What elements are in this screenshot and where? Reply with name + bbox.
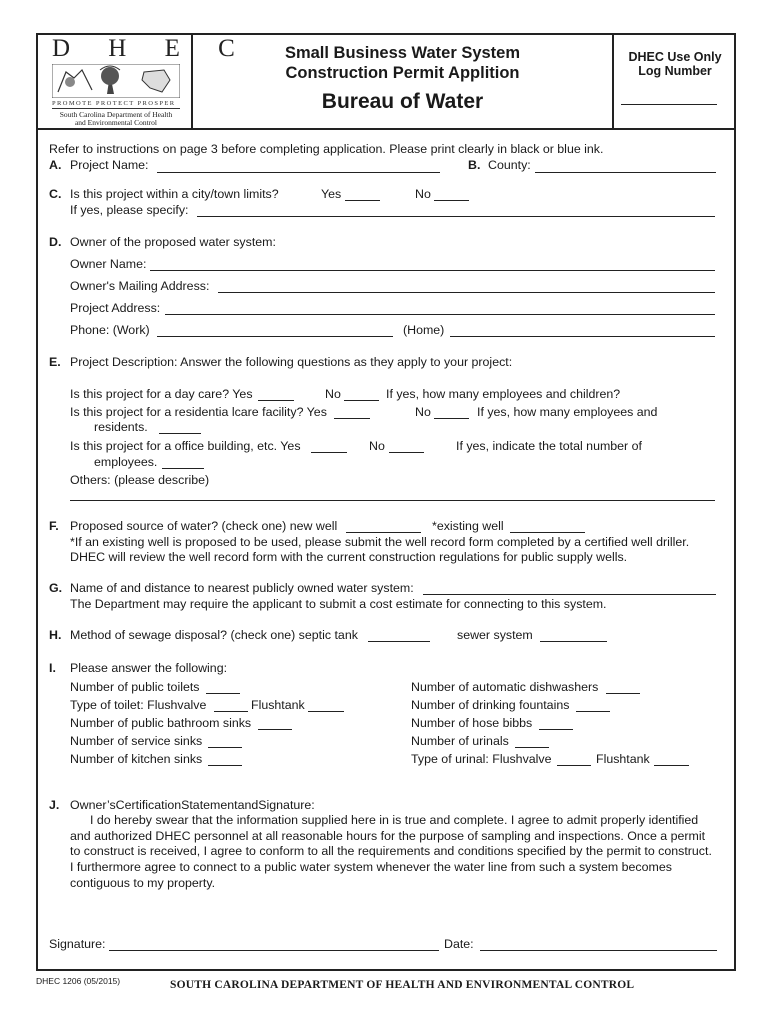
date-label: Date: (444, 937, 474, 951)
existing-well-field[interactable] (510, 532, 585, 533)
logo-tagline-rule (52, 108, 180, 109)
certification-line4: I furthermore agree to connect to a public water system whenever the water line from such a system becomes (70, 860, 672, 874)
city-limits-yes-label: Yes (321, 187, 342, 201)
section-a-letter: A. (49, 158, 62, 172)
city-limits-yes-field[interactable] (345, 200, 380, 201)
date-field[interactable] (480, 950, 717, 951)
residential-care-no-label: No (415, 405, 431, 419)
hose-bibbs-field[interactable] (539, 729, 573, 730)
logo-letters: D H E C (52, 35, 251, 62)
certification-line2: and authorized DHEC personnel at all reasonable hours for the purpose of sampling and inspections. Once a permit (70, 829, 706, 843)
signature-field[interactable] (109, 950, 439, 951)
drinking-fountains-field[interactable] (576, 711, 610, 712)
septic-tank-field[interactable] (368, 641, 430, 642)
hose-bibbs-label: Number of hose bibbs (411, 716, 533, 730)
existing-well-label: *existing well (432, 519, 504, 533)
owner-name-label: Owner Name: (70, 257, 147, 271)
form-title-line1: Small Business Water System (284, 44, 521, 62)
section-e-letter: E. (49, 355, 61, 369)
new-well-field[interactable] (346, 532, 421, 533)
residential-care-no-field[interactable] (434, 418, 469, 419)
toilet-flushvalve-field[interactable] (214, 711, 248, 712)
owner-mailing-field[interactable] (218, 292, 715, 293)
certification-line3: to construct is received, I agree to conform to all the requirements and conditions specified by the permit to construct. (70, 844, 712, 858)
section-i-letter: I. (49, 661, 56, 675)
service-sinks-field[interactable] (208, 747, 242, 748)
project-address-label: Project Address: (70, 301, 161, 315)
kitchen-sinks-field[interactable] (208, 765, 242, 766)
toilet-flushtank-field[interactable] (308, 711, 344, 712)
employees-count-field[interactable] (162, 468, 204, 469)
existing-well-note: *If an existing well is proposed to be used, please submit the well record form completed by a certified well driller. (70, 535, 690, 549)
public-water-field[interactable] (423, 594, 716, 595)
fixtures-heading: Please answer the following: (70, 661, 228, 675)
owner-mailing-label: Owner's Mailing Address: (70, 279, 210, 293)
office-building-follow-up: If yes, indicate the total number of (456, 439, 642, 453)
dhec-use-only-label: DHEC Use Only (628, 50, 722, 64)
logo-dept-line1: South Carolina Department of Health (59, 110, 173, 119)
signature-label: Signature: (49, 937, 106, 951)
daycare-yes-field[interactable] (258, 400, 294, 401)
owner-heading: Owner of the proposed water system: (70, 235, 276, 249)
service-sinks-label: Number of service sinks (70, 734, 203, 748)
phone-work-label: Phone: (Work) (70, 323, 150, 337)
logo-tagline: PROMOTE PROTECT PROSPER (52, 100, 176, 107)
sewer-system-field[interactable] (540, 641, 607, 642)
sewage-question: Method of sewage disposal? (check one) septic tank (70, 628, 358, 642)
intro-instructions: Refer to instructions on page 3 before completing application. Please print clearly in black or blue ink. (49, 142, 604, 156)
office-building-continued: employees. (94, 455, 158, 469)
drinking-fountains-label: Number of drinking fountains (411, 698, 570, 712)
urinals-field[interactable] (515, 747, 549, 748)
urinals-label: Number of urinals (411, 734, 509, 748)
section-j-letter: J. (49, 798, 60, 812)
daycare-question: Is this project for a day care? Yes (70, 387, 253, 401)
residential-care-continued: residents. (94, 420, 148, 434)
public-toilets-field[interactable] (206, 693, 240, 694)
form-id: DHEC 1206 (05/2015) (36, 976, 121, 986)
city-limits-question: Is this project within a city/town limits? (70, 187, 279, 201)
city-limits-no-label: No (415, 187, 431, 201)
kitchen-sinks-label: Number of kitchen sinks (70, 752, 203, 766)
form-title-line2: Construction Permit Applition (285, 64, 520, 82)
others-label: Others: (please describe) (70, 473, 210, 487)
office-building-question: Is this project for a office building, etc. Yes (70, 439, 301, 453)
toilet-flushtank-label: Flushtank (251, 698, 305, 712)
public-toilets-label: Number of public toilets (70, 680, 200, 694)
owner-name-field[interactable] (150, 270, 715, 271)
project-name-label: Project Name: (70, 158, 149, 172)
well-record-review-note: DHEC will review the well record form with the current construction regulations for public supply wells. (70, 550, 628, 564)
residential-care-follow-up: If yes, how many employees and (477, 405, 658, 419)
water-source-question: Proposed source of water? (check one) new well (70, 519, 338, 533)
phone-home-label: (Home) (403, 323, 445, 337)
section-f-letter: F. (49, 519, 59, 533)
dishwashers-label: Number of automatic dishwashers (411, 680, 599, 694)
dishwashers-field[interactable] (606, 693, 640, 694)
urinal-flushvalve-field[interactable] (557, 765, 591, 766)
city-specify-field[interactable] (197, 216, 715, 217)
section-h-letter: H. (49, 628, 62, 642)
section-d-letter: D. (49, 235, 62, 249)
cost-estimate-note: The Department may require the applicant to submit a cost estimate for connecting to this system. (70, 597, 607, 611)
sewer-system-label: sewer system (457, 628, 533, 642)
city-limits-no-field[interactable] (434, 200, 469, 201)
header-bottom-rule (36, 128, 736, 130)
log-number-field[interactable] (621, 104, 717, 105)
phone-home-field[interactable] (450, 336, 715, 337)
urinal-flushtank-field[interactable] (654, 765, 689, 766)
county-label: County: (488, 158, 531, 172)
project-address-field[interactable] (165, 314, 715, 315)
residents-count-field[interactable] (159, 433, 201, 434)
others-description-field[interactable] (70, 500, 715, 501)
bathroom-sinks-field[interactable] (258, 729, 292, 730)
daycare-no-label: No (325, 387, 341, 401)
residential-care-question: Is this project for a residentia lcare facility? Yes (70, 405, 327, 419)
office-building-no-label: No (369, 439, 385, 453)
section-b-letter: B. (468, 158, 481, 172)
daycare-no-field[interactable] (344, 400, 379, 401)
project-name-field[interactable] (157, 172, 440, 173)
logo-dept-line2: and Environmental Control (74, 118, 158, 127)
agency-footer: SOUTH CAROLINA DEPARTMENT OF HEALTH AND ENVIRONMENTAL CONTROL (170, 979, 635, 991)
county-field[interactable] (535, 172, 716, 173)
project-description-heading: Project Description: Answer the following questions as they apply to your project: (70, 355, 513, 369)
dhec-seal-logo (52, 64, 180, 98)
certification-heading: Owner’sCertificationStatementandSignature: (70, 798, 315, 812)
certification-line5: contiguous to my property. (70, 876, 216, 890)
section-c-letter: C. (49, 187, 62, 201)
log-number-label: Log Number (638, 64, 712, 78)
bureau-title: Bureau of Water (321, 90, 484, 113)
bathroom-sinks-label: Number of public bathroom sinks (70, 716, 252, 730)
public-water-question: Name of and distance to nearest publicly owned water system: (70, 581, 414, 595)
urinal-type-label: Type of urinal: Flushvalve (411, 752, 552, 766)
city-specify-label: If yes, please specify: (70, 203, 189, 217)
header-right-divider (612, 33, 614, 130)
daycare-follow-up: If yes, how many employees and children? (386, 387, 621, 401)
toilet-type-label: Type of toilet: Flushvalve (70, 698, 207, 712)
section-g-letter: G. (49, 581, 63, 595)
office-building-no-field[interactable] (389, 452, 424, 453)
urinal-flushtank-label: Flushtank (596, 752, 650, 766)
residential-care-yes-field[interactable] (334, 418, 370, 419)
certification-line1: I do hereby swear that the information supplied here in is true and complete. I agree to admit properly identified (90, 813, 699, 827)
office-building-yes-field[interactable] (311, 452, 347, 453)
phone-work-field[interactable] (157, 336, 393, 337)
